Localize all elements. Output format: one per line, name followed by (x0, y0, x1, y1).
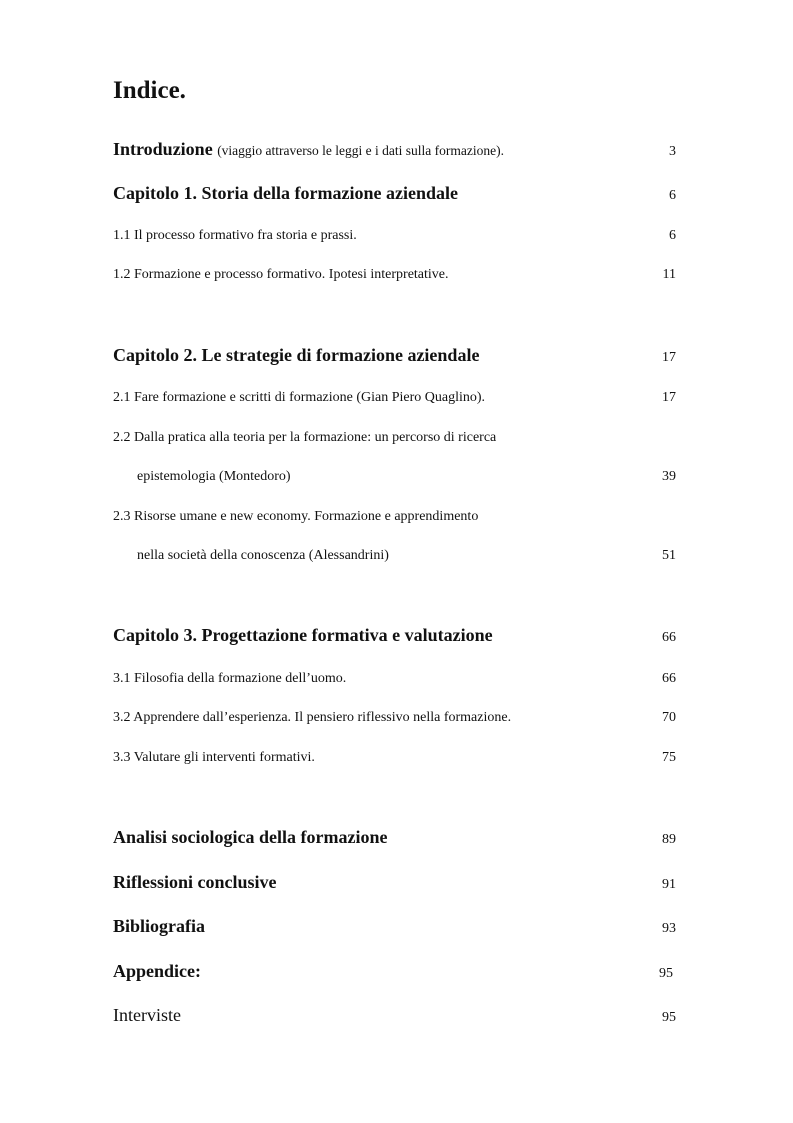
toc-page-number: 66 (662, 671, 676, 686)
toc-entry-analisi-sociologica[interactable] (113, 826, 676, 848)
toc-page-number: 93 (662, 921, 676, 936)
toc-entry-label: Analisi sociologica della formazione (113, 827, 388, 847)
toc-page-number: 6 (669, 188, 676, 203)
page-title: Indice. (113, 77, 186, 104)
toc-page-number: 17 (662, 350, 676, 365)
toc-entry-label: 3.3 Valutare gli interventi formativi. (113, 750, 315, 765)
toc-entry-label: 2.3 Risorse umane e new economy. Formazione e apprendimento (113, 509, 479, 524)
toc-entry-label-continued: nella società della conoscenza (Alessandrini) (137, 548, 389, 563)
toc-entry-2-1[interactable] (113, 388, 676, 408)
toc-entry-capitolo-1[interactable] (113, 182, 676, 204)
toc-entry-appendice[interactable] (113, 960, 673, 982)
toc-entry-3-3[interactable] (113, 748, 676, 768)
toc-entry-riflessioni-conclusive[interactable] (113, 871, 676, 893)
toc-entry-label-continued: epistemologia (Montedoro) (137, 469, 291, 484)
toc-entry-label: 1.2 Formazione e processo formativo. Ipotesi interpretative. (113, 267, 449, 282)
toc-entry-label: Bibliografia (113, 916, 206, 936)
toc-entry-capitolo-2[interactable] (113, 344, 676, 366)
toc-page-number: 95 (662, 1010, 676, 1025)
toc-page-number: 11 (662, 267, 676, 282)
toc-entry-1-2[interactable] (113, 265, 676, 285)
toc-page-number: 51 (662, 548, 676, 563)
toc-page-number: 39 (662, 469, 676, 484)
toc-entry-label: Introduzione (113, 139, 213, 159)
toc-entry-3-2[interactable] (113, 708, 676, 728)
toc-entry-label: Appendice: (113, 961, 202, 981)
toc-entry-1-1[interactable] (113, 226, 676, 246)
toc-entry-label: Interviste (113, 1005, 181, 1025)
toc-entry-label: Riflessioni conclusive (113, 872, 277, 892)
toc-entry-capitolo-3[interactable] (113, 624, 676, 646)
toc-entry-interviste[interactable] (113, 1004, 676, 1026)
toc-entry-2-2-line2[interactable] (137, 467, 676, 487)
toc-page-number: 70 (662, 710, 676, 725)
toc-entry-label: 1.1 Il processo formativo fra storia e prassi. (113, 228, 357, 243)
toc-entry-label: Capitolo 3. Progettazione formativa e valutazione (113, 625, 493, 645)
toc-entry-note: (viaggio attraverso le leggi e i dati sulla formazione). (217, 143, 504, 158)
toc-entry-2-2-line1[interactable] (113, 428, 676, 448)
toc-entry-label: 2.2 Dalla pratica alla teoria per la formazione: un percorso di ricerca (113, 430, 497, 445)
toc-entry-label: Capitolo 2. Le strategie di formazione aziendale (113, 345, 480, 365)
toc-page-number: 89 (662, 832, 676, 847)
toc-entry-label: Capitolo 1. Storia della formazione aziendale (113, 183, 458, 203)
toc-page-number: 91 (662, 877, 676, 892)
toc-entry-label: 3.1 Filosofia della formazione dell’uomo. (113, 671, 347, 686)
toc-entry-introduzione[interactable] (113, 138, 676, 160)
toc-entry-bibliografia[interactable] (113, 915, 676, 937)
toc-entry-2-3-line2[interactable] (137, 546, 676, 566)
toc-page-number: 66 (662, 630, 676, 645)
toc-page-number: 95 (659, 966, 673, 981)
toc-page-number: 6 (669, 228, 676, 243)
toc-page-number: 17 (662, 390, 676, 405)
toc-page-number: 75 (662, 750, 676, 765)
toc-entry-label: 3.2 Apprendere dall’esperienza. Il pensiero riflessivo nella formazione. (113, 710, 512, 725)
toc-entry-2-3-line1[interactable] (113, 507, 676, 527)
toc-entry-label: 2.1 Fare formazione e scritti di formazione (Gian Piero Quaglino). (113, 390, 486, 405)
toc-page-number: 3 (669, 144, 676, 159)
toc-entry-3-1[interactable] (113, 669, 676, 689)
